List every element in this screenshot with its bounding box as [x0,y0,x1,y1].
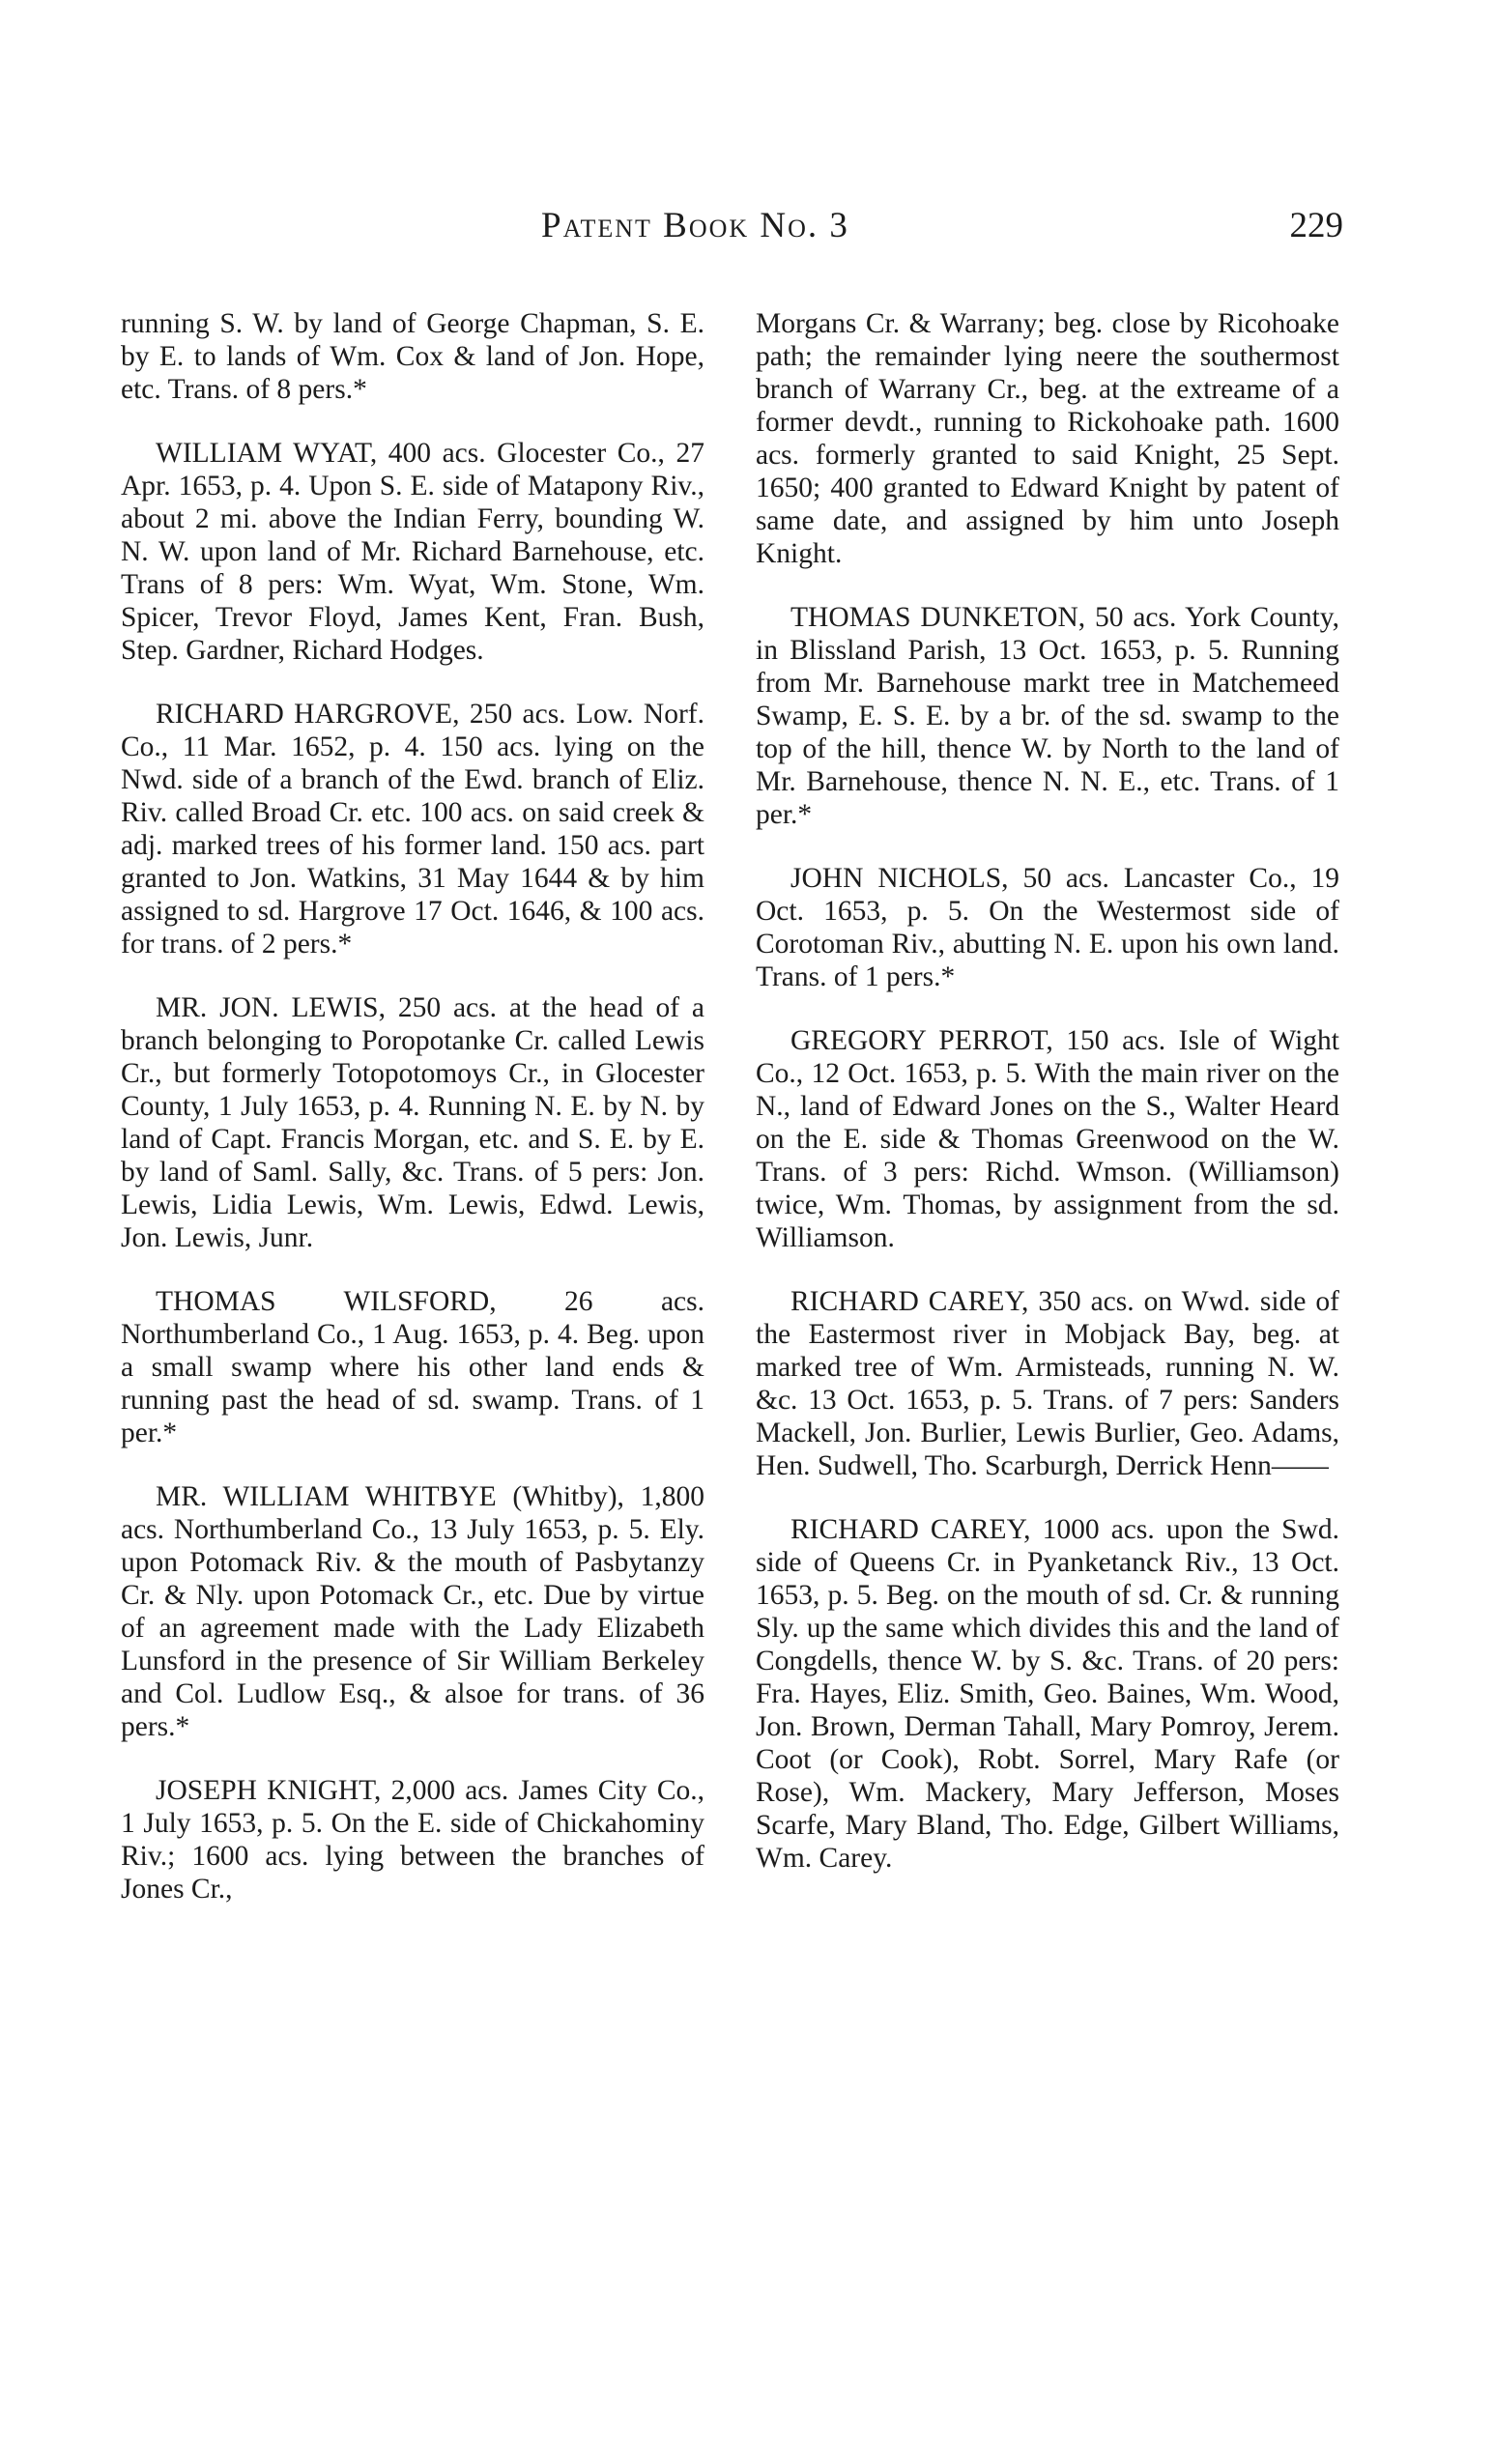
page-header [124,205,1343,253]
patent-entry: RICHARD HARGROVE, 250 acs. Low. Norf. Co., 11 Mar. 1652, p. 4. 150 acs. lying on the Nwd. side of a branch of the Ewd. branch of Eliz. Riv. called Broad Cr. etc. 100 acs. on said creek & adj. marked trees of his former land. 150 acs. part granted to Jon. Watkins, 31 May 1644 & by him assigned to sd. Hargrove 17 Oct. 1646, & 100 acs. for trans. of 2 pers.* [121,699,704,960]
patent-entry: RICHARD CAREY, 1000 acs. upon the Swd. side of Queens Cr. in Pyanketanck Riv., 13 Oct. 1653, p. 5. Beg. on the mouth of sd. Cr. & running Sly. up the same which divides this and the land of Congdells, thence W. by S. &c. Trans. of 20 pers: Fra. Hayes, Eliz. Smith, Geo. Baines, Wm. Wood, Jon. Brown, Derman Tahall, Mary Pomroy, Jerem. Coot (or Cook), Robt. Sorrel, Mary Rafe (or Rose), Wm. Mackery, Mary Jefferson, Moses Scarfe, Mary Bland, Tho. Edge, Gilbert Williams, Wm. Carey. [756,1514,1339,1874]
patent-entry: RICHARD CAREY, 350 acs. on Wwd. side of the Eastermost river in Mobjack Bay, beg. at marked tree of Wm. Armisteads, running N. W. &c. 13 Oct. 1653, p. 5. Trans. of 7 pers: Sanders Mackell, Jon. Burlier, Lewis Burlier, Geo. Adams, Hen. Sudwell, Tho. Scarburgh, Derrick Henn—— [756,1286,1339,1481]
page-number: 229 [1289,206,1343,245]
patent-entry: GREGORY PERROT, 150 acs. Isle of Wight Co., 12 Oct. 1653, p. 5. With the main river on the N., land of Edward Jones on the S., Walter Heard on the E. side & Thomas Greenwood on the W. Trans. of 3 pers: Richd. Wmson. (Williamson) twice, Wm. Thomas, by assignment from the sd. Williamson. [756,1025,1339,1253]
patent-entry: MR. WILLIAM WHITBYE (Whitby), 1,800 acs. Northumberland Co., 13 July 1653, p. 5. Ely. upon Potomack Riv. & the mouth of Pasbytanzy Cr. & Nly. upon Potomack Cr., etc. Due by virtue of an agreement made with the Lady Elizabeth Lunsford in the presence of Sir William Berkeley and Col. Ludlow Esq., & alsoe for trans. of 36 pers.* [121,1481,704,1742]
left-column [121,307,704,1936]
patent-entry-continuation: Morgans Cr. & Warrany; beg. close by Ricohoake path; the remainder lying neere the southermost branch of Warrany Cr., beg. at the extreame of a former devdt., running to Rickohoake path. 1600 acs. formerly granted to said Knight, 25 Sept. 1650; 400 granted to Edward Knight by patent of same date, and assigned by him unto Joseph Knight. [756,308,1339,569]
right-column [756,307,1339,1905]
patent-entry: JOSEPH KNIGHT, 2,000 acs. James City Co., 1 July 1653, p. 5. On the E. side of Chickahominy Riv.; 1600 acs. lying between the branches of Jones Cr., [121,1775,704,1905]
patent-entry: THOMAS DUNKETON, 50 acs. York County, in Blissland Parish, 13 Oct. 1653, p. 5. Running from Mr. Barnehouse markt tree in Matchemeed Swamp, E. S. E. by a br. of the sd. swamp to the top of the hill, thence W. by North to the land of Mr. Barnehouse, thence N. N. E., etc. Trans. of 1 per.* [756,602,1339,830]
running-head: Patent Book No. 3 [541,206,849,245]
patent-entry: THOMAS WILSFORD, 26 acs. Northumberland Co., 1 Aug. 1653, p. 4. Beg. upon a small swamp where his other land ends & running past the head of sd. swamp. Trans. of 1 per.* [121,1286,704,1448]
patent-entry: MR. JON. LEWIS, 250 acs. at the head of a branch belonging to Poropotanke Cr. called Lewis Cr., but formerly Totopotomoys Cr., in Glocester County, 1 July 1653, p. 4. Running N. E. by N. by land of Capt. Francis Morgan, etc. and S. E. by E. by land of Saml. Sally, &c. Trans. of 5 pers: Jon. Lewis, Lidia Lewis, Wm. Lewis, Edwd. Lewis, Jon. Lewis, Junr. [121,992,704,1253]
patent-entry: WILLIAM WYAT, 400 acs. Glocester Co., 27 Apr. 1653, p. 4. Upon S. E. side of Matapony Riv., about 2 mi. above the Indian Ferry, bounding W. N. W. upon land of Mr. Richard Barnehouse, etc. Trans of 8 pers: Wm. Wyat, Wm. Stone, Wm. Spicer, Trevor Floyd, James Kent, Fran. Bush, Step. Gardner, Richard Hodges. [121,438,704,666]
patent-entry: JOHN NICHOLS, 50 acs. Lancaster Co., 19 Oct. 1653, p. 5. On the Westermost side of Corotoman Riv., abutting N. E. upon his own land. Trans. of 1 pers.* [756,863,1339,992]
patent-entry-continuation: running S. W. by land of George Chapman, S. E. by E. to lands of Wm. Cox & land of Jon. Hope, etc. Trans. of 8 pers.* [121,308,704,405]
